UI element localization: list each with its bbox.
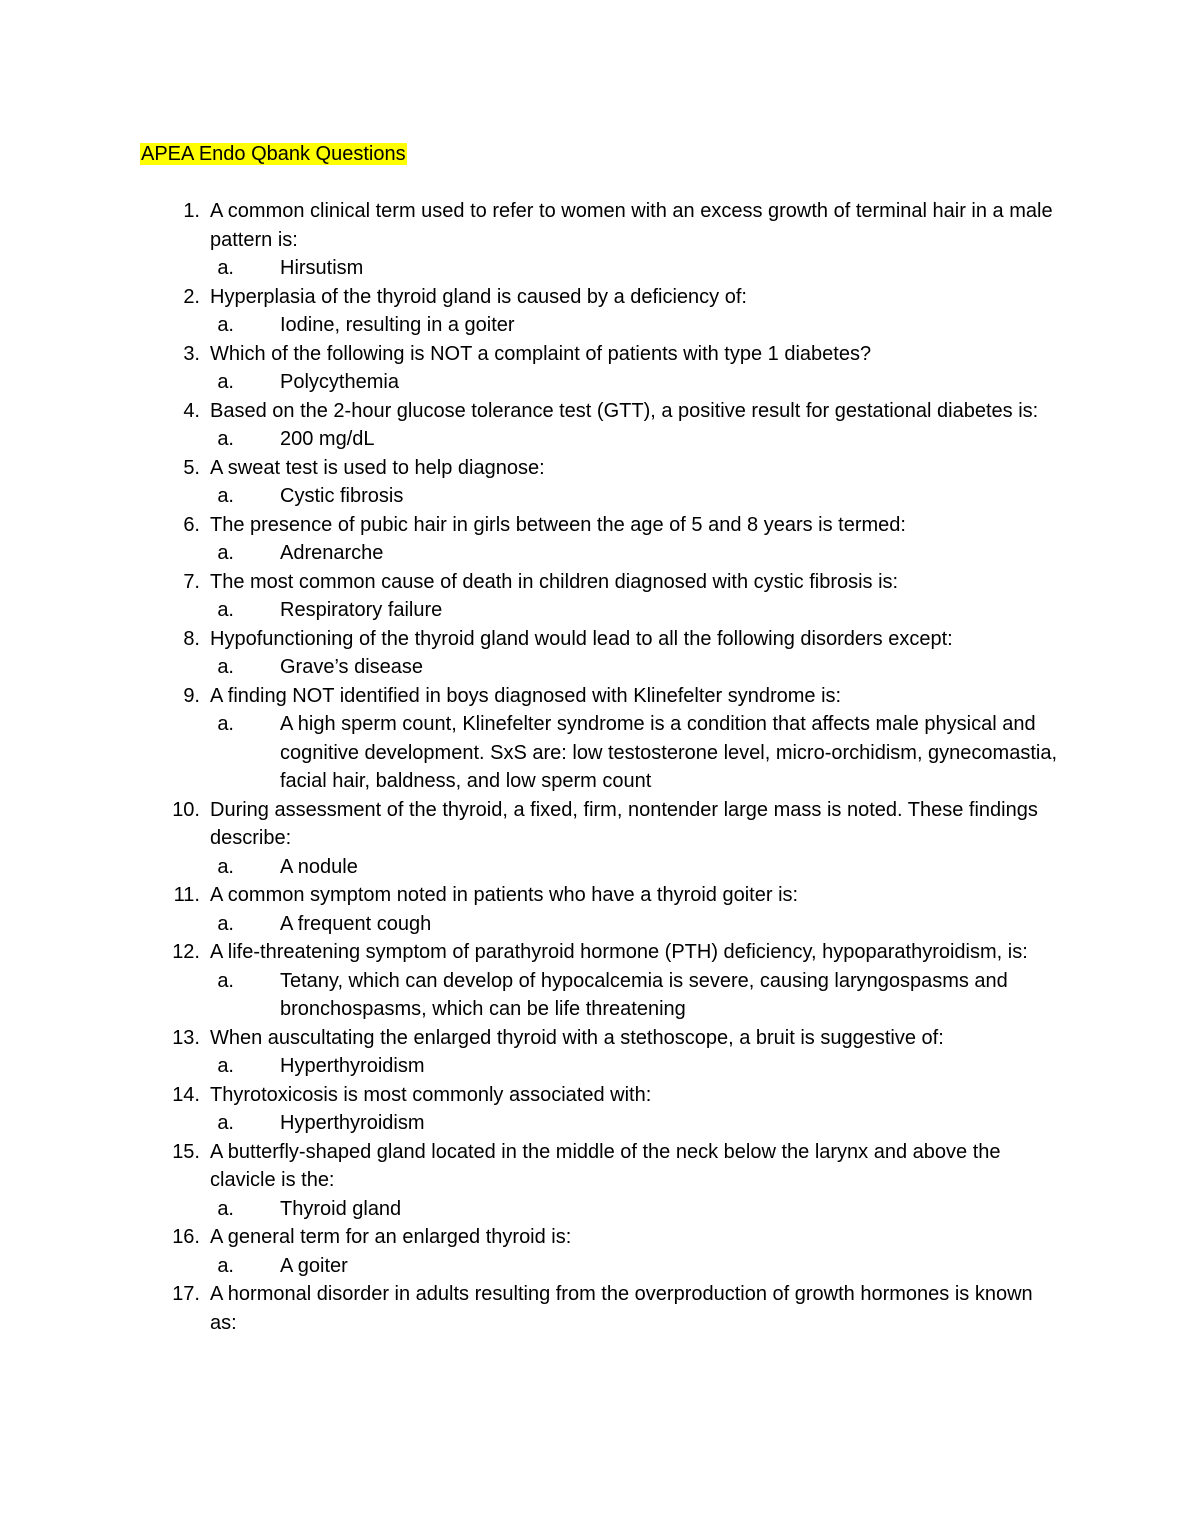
question-item (140, 197, 1060, 283)
answer-row (140, 1052, 1060, 1081)
question (140, 568, 1060, 597)
answer-row (140, 710, 1060, 796)
answer-letter: a. (217, 1055, 234, 1077)
question-text: Hyperplasia of the thyroid gland is caused by a deficiency of: (210, 285, 747, 308)
answer-text: Adrenarche (280, 542, 384, 564)
answer-letter: a. (217, 855, 234, 878)
question-number: 13. (172, 1026, 200, 1049)
answer-text: Respiratory failure (280, 599, 443, 621)
question-text: During assessment of the thyroid, a fixed, firm, nontender large mass is noted. These findings describe: (210, 798, 1038, 849)
question (140, 283, 1060, 312)
answer-row (140, 482, 1060, 511)
question-item (140, 796, 1060, 882)
question-item (140, 1223, 1060, 1280)
answer-text: Hyperthyroidism (280, 1112, 425, 1134)
question (140, 1223, 1060, 1252)
answer (210, 1195, 1060, 1224)
question-number: 9. (183, 684, 200, 707)
question-text: A life-threatening symptom of parathyroid hormone (PTH) deficiency, hypoparathyroidism, is: (210, 941, 1028, 963)
answer (210, 368, 1060, 397)
answer-letter: a. (217, 656, 234, 678)
answer (210, 254, 1060, 283)
question-number: 2. (183, 285, 200, 308)
document-title-text: APEA Endo Qbank Questions (141, 143, 406, 165)
answer (210, 1252, 1060, 1281)
question-number: 16. (172, 1226, 200, 1248)
question-text: The most common cause of death in children diagnosed with cystic fibrosis is: (210, 570, 899, 593)
answer-text: Thyroid gland (280, 1197, 402, 1220)
question-item (140, 1081, 1060, 1138)
answer (210, 311, 1060, 340)
question-number: 6. (183, 513, 200, 536)
answer-letter: a. (217, 713, 234, 735)
answer-row (140, 1195, 1060, 1224)
question-number: 17. (172, 1283, 200, 1305)
question-number: 3. (183, 342, 200, 365)
question-number: 5. (183, 456, 200, 479)
question-text: A hormonal disorder in adults resulting from the overproduction of growth hormones is known as: (210, 1283, 1033, 1334)
answer-row (140, 910, 1060, 939)
question-item (140, 1024, 1060, 1081)
question-number: 12. (172, 941, 200, 963)
question-item (140, 568, 1060, 625)
answer-row (140, 596, 1060, 625)
question-item (140, 881, 1060, 938)
question-text: Hypofunctioning of the thyroid gland would lead to all the following disorders except: (210, 627, 953, 650)
question (140, 197, 1060, 254)
question-list (140, 197, 1060, 1337)
answer-row (140, 254, 1060, 283)
question-text: Thyrotoxicosis is most commonly associated with: (210, 1083, 652, 1106)
question-item (140, 1280, 1060, 1337)
question-item (140, 625, 1060, 682)
question-text: Based on the 2-hour glucose tolerance test (GTT), a positive result for gestational diabetes is: (210, 399, 1039, 422)
question (140, 625, 1060, 654)
question-item (140, 340, 1060, 397)
answer-letter: a. (217, 1197, 234, 1220)
answer-row (140, 853, 1060, 882)
question-number: 4. (183, 399, 200, 422)
answer-row (140, 539, 1060, 568)
question (140, 881, 1060, 910)
answer-text: A high sperm count, Klinefelter syndrome is a condition that affects male physical and cognitive development. SxS are: low testosterone level, micro-orchidism, gynecomastia, facial hair, baldness, and low sperm count (280, 713, 1058, 792)
answer-letter: a. (217, 969, 234, 992)
answer-text: Tetany, which can develop of hypocalcemia is severe, causing laryngospasms and bronchospasms, which can be life threatening (280, 969, 1008, 1020)
answer-row (140, 311, 1060, 340)
question (140, 454, 1060, 483)
question-item (140, 397, 1060, 454)
question-item (140, 682, 1060, 796)
question-text: A general term for an enlarged thyroid is: (210, 1226, 572, 1248)
answer-letter: a. (217, 257, 234, 279)
answer-row (140, 653, 1060, 682)
answer-text: Cystic fibrosis (280, 485, 404, 507)
document-title (140, 140, 407, 168)
answer-row (140, 425, 1060, 454)
question (140, 1024, 1060, 1053)
answer-text: 200 mg/dL (280, 428, 375, 450)
question (140, 1081, 1060, 1110)
question-item (140, 454, 1060, 511)
answer (210, 1109, 1060, 1138)
question-number: 8. (183, 627, 200, 650)
answer-text: A frequent cough (280, 912, 432, 935)
answer (210, 910, 1060, 939)
answer-row (140, 368, 1060, 397)
question (140, 511, 1060, 540)
answer-letter: a. (217, 542, 234, 564)
answer-text: Iodine, resulting in a goiter (280, 314, 515, 336)
question-text: A sweat test is used to help diagnose: (210, 456, 545, 479)
answer-row (140, 1109, 1060, 1138)
question-text: A common symptom noted in patients who have a thyroid goiter is: (210, 884, 799, 906)
question-item (140, 1138, 1060, 1224)
question (140, 938, 1060, 967)
answer (210, 653, 1060, 682)
question (140, 1138, 1060, 1195)
answer-letter: a. (217, 1254, 234, 1277)
question-number: 15. (172, 1140, 200, 1163)
question-text: A butterfly-shaped gland located in the middle of the neck below the larynx and above the clavicle is the: (210, 1140, 1001, 1191)
question (140, 682, 1060, 711)
answer-text: Grave’s disease (280, 656, 424, 678)
question (140, 1280, 1060, 1337)
question (140, 796, 1060, 853)
answer (210, 482, 1060, 511)
answer-letter: a. (217, 485, 234, 507)
question (140, 340, 1060, 369)
answer (210, 710, 1060, 796)
answer (210, 596, 1060, 625)
question-number: 10. (172, 798, 200, 821)
question-number: 14. (172, 1083, 200, 1106)
answer (210, 1052, 1060, 1081)
answer-text: Hyperthyroidism (280, 1055, 425, 1077)
question-number: 11. (173, 884, 200, 906)
answer-text: Polycythemia (280, 371, 399, 393)
question-text: The presence of pubic hair in girls between the age of 5 and 8 years is termed: (210, 513, 906, 536)
question (140, 397, 1060, 426)
answer-letter: a. (217, 1112, 234, 1134)
answer-letter: a. (217, 428, 234, 450)
answer-letter: a. (217, 314, 234, 336)
answer (210, 967, 1060, 1024)
question-number: 1. (183, 200, 200, 222)
question-number: 7. (183, 570, 200, 593)
question-text: A common clinical term used to refer to women with an excess growth of terminal hair in a male pattern is: (210, 200, 1053, 251)
question-text: A finding NOT identified in boys diagnosed with Klinefelter syndrome is: (210, 684, 842, 707)
answer-letter: a. (217, 912, 234, 935)
question-text: When auscultating the enlarged thyroid with a stethoscope, a bruit is suggestive of: (210, 1026, 944, 1049)
answer-text: A goiter (280, 1254, 348, 1277)
answer-letter: a. (217, 599, 234, 621)
answer (210, 425, 1060, 454)
question-item (140, 511, 1060, 568)
answer-text: Hirsutism (280, 257, 364, 279)
question-item (140, 938, 1060, 1024)
question-item (140, 283, 1060, 340)
answer-text: A nodule (280, 855, 358, 878)
answer (210, 539, 1060, 568)
answer-row (140, 1252, 1060, 1281)
answer-letter: a. (217, 371, 234, 393)
answer (210, 853, 1060, 882)
question-text: Which of the following is NOT a complaint of patients with type 1 diabetes? (210, 342, 872, 365)
answer-row (140, 967, 1060, 1024)
